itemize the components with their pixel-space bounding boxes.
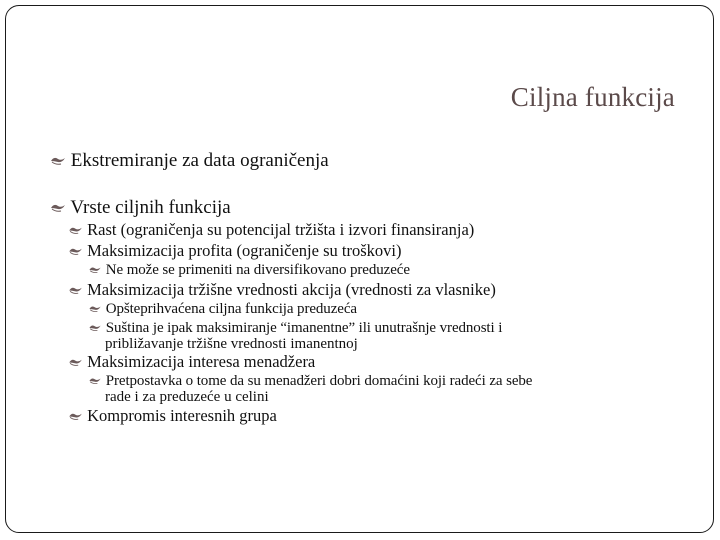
list-item-text: Ekstremiranje za data ograničenja — [70, 150, 329, 171]
ornament-bullet-icon — [88, 324, 102, 332]
list-item-text: Ne može se primeniti na diversifikovano preduzeće — [105, 262, 410, 278]
list-item-text: Opšteprihvaćena ciljna funkcija preduzeća — [105, 301, 357, 317]
list-item — [88, 373, 532, 390]
list-item — [68, 353, 315, 371]
list-item — [68, 221, 474, 239]
list-item-text: Maksimizacija interesa menadžera — [87, 352, 316, 371]
list-item — [68, 242, 401, 260]
ornament-bullet-icon — [50, 203, 66, 213]
ornament-bullet-icon — [68, 247, 83, 256]
list-item-text-continued: približavanje tržišne vrednosti imanentnoj — [105, 336, 358, 352]
ornament-bullet-icon — [68, 226, 83, 235]
list-item-text: Kompromis interesnih grupa — [87, 406, 277, 425]
list-item — [50, 151, 329, 172]
list-item — [68, 281, 496, 299]
list-item-text: Rast (ograničenja su potencijal tržišta i izvori finansiranja) — [87, 220, 475, 239]
slide — [5, 5, 714, 533]
list-item-text: Maksimizacija tržišne vrednosti akcija (vrednosti za vlasnike) — [87, 280, 496, 299]
list-item-text: Vrste ciljnih funkcija — [70, 197, 231, 218]
ornament-bullet-icon — [68, 412, 83, 421]
ornament-bullet-icon — [68, 286, 83, 295]
ornament-bullet-icon — [88, 305, 102, 313]
list-item-text: Pretpostavka o tome da su menadžeri dobri domaćini koji radeći za sebe — [105, 373, 533, 389]
ornament-bullet-icon — [88, 266, 102, 274]
list-item — [50, 198, 231, 219]
list-item — [68, 407, 277, 425]
ornament-bullet-icon — [50, 156, 66, 166]
slide-title: Ciljna funkcija — [510, 82, 675, 112]
list-item — [88, 262, 410, 279]
bullet-list — [6, 6, 713, 532]
list-item — [88, 301, 357, 318]
ornament-bullet-icon — [68, 358, 83, 367]
list-item-text: Suština je ipak maksimiranje “imanentne” ili unutrašnje vrednosti i — [105, 320, 503, 336]
list-item-text: Maksimizacija profita (ograničenje su troškovi) — [87, 241, 402, 260]
list-item — [88, 320, 502, 337]
ornament-bullet-icon — [88, 377, 102, 385]
list-item-text-continued: rade i za preduzeće u celini — [105, 389, 269, 405]
